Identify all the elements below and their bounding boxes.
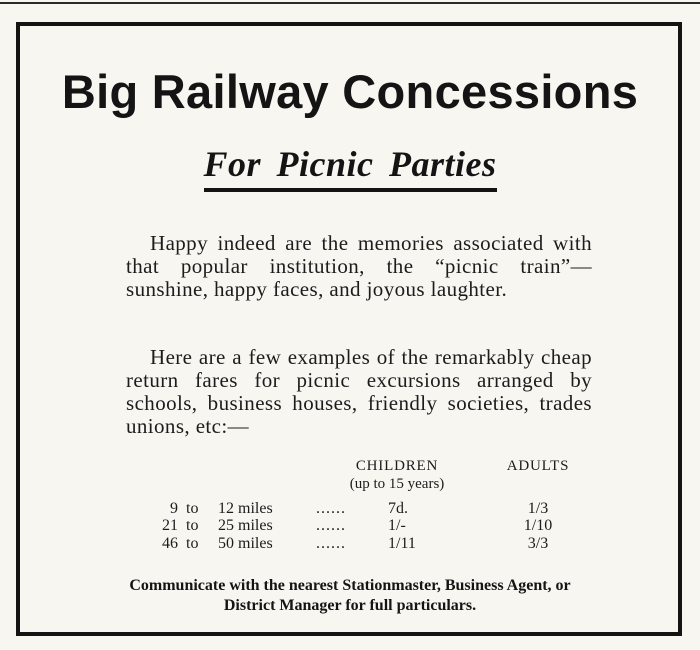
children-column-header: CHILDREN (355, 458, 439, 474)
fare-row (0, 517, 700, 535)
fares-paragraph (126, 346, 592, 438)
children-age-note: (up to 15 years) (349, 476, 445, 492)
distance-from: 46 (162, 535, 178, 552)
distance-to-word: to (186, 517, 199, 534)
intro-paragraph-first-word: Happy (150, 231, 208, 255)
intro-paragraph-text: indeed are the memories associated with that popular institution, the “picnic train”—sunshine, happy faces, and joyous laughter. (126, 231, 592, 301)
contact-note-line1: Communicate with the nearest Stationmaster, Business Agent, or (129, 577, 571, 594)
contact-note-line2: District Manager for full particulars. (223, 597, 477, 614)
children-fare: 1/11 (388, 535, 416, 552)
distance-from: 9 (170, 500, 178, 517)
distance-from: 21 (162, 517, 178, 534)
adult-fare: 3/3 (527, 535, 549, 552)
subheadline-container (0, 142, 700, 192)
children-fare: 7d. (388, 500, 408, 517)
distance-to: 25 miles (218, 517, 273, 534)
adults-column-header: ADULTS (506, 458, 570, 474)
distance-to-word: to (186, 500, 199, 517)
leader-dots: ...... (316, 500, 346, 517)
leader-dots: ...... (316, 517, 346, 534)
leader-dots: ...... (316, 535, 346, 552)
headline: Big Railway Concessions (61, 65, 639, 118)
distance-to: 50 miles (218, 535, 273, 552)
intro-paragraph (126, 232, 592, 301)
fares-paragraph-first-word: Here (150, 345, 193, 369)
fare-row (0, 500, 700, 518)
top-rule (0, 2, 700, 4)
adult-fare: 1/10 (523, 517, 553, 534)
distance-to: 12 miles (218, 500, 273, 517)
fares-paragraph-text: are a few examples of the remarkably cheap return fares for picnic excursions arranged by schools, business houses, friendly societies, trades unions, etc:— (126, 345, 592, 438)
distance-to-word: to (186, 535, 199, 552)
adult-fare: 1/3 (527, 500, 549, 517)
subheadline: For Picnic Parties (204, 142, 497, 192)
children-fare: 1/- (388, 517, 406, 534)
fare-row (0, 535, 700, 553)
